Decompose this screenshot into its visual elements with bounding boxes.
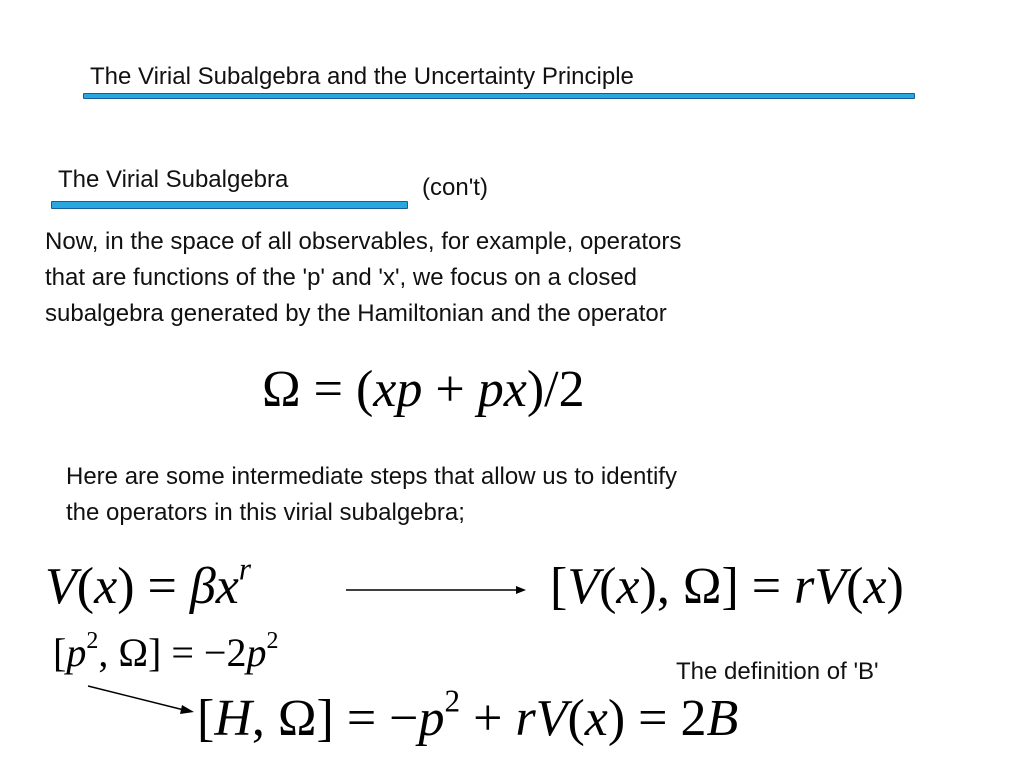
intro-line: Now, in the space of all observables, for example, operators bbox=[45, 228, 682, 255]
title-underline bbox=[83, 93, 915, 99]
implication-arrow bbox=[340, 580, 530, 600]
intro-line: subalgebra generated by the Hamiltonian and the operator bbox=[45, 300, 667, 327]
omega-definition-equation: Ω = (xp + px)/2 bbox=[262, 361, 585, 418]
slide-title: The Virial Subalgebra and the Uncertainty Principle bbox=[90, 63, 634, 90]
section-underline bbox=[51, 201, 408, 209]
potential-equation: $V(x) = \beta x^r$ bbox=[45, 551, 251, 615]
intro-line: that are functions of the 'p' and 'x', we focus on a closed bbox=[45, 264, 638, 291]
intro-paragraph bbox=[45, 224, 681, 332]
diagonal-arrow bbox=[80, 680, 200, 720]
hamiltonian-commutator-equation: [H, $\Omega] = -p^2 + rV(x) = 2B$ bbox=[197, 683, 739, 747]
v-omega-commutator-equation: [V(x), Ω] = rV(x) bbox=[550, 558, 904, 615]
section-heading: The Virial Subalgebra bbox=[58, 166, 289, 193]
definition-label: The definition of 'B' bbox=[676, 658, 879, 685]
steps-line: Here are some intermediate steps that allow us to identify bbox=[66, 463, 677, 490]
p-squared-commutator-equation: [$p^2$, $\Omega] = -2p^2$ bbox=[53, 628, 279, 675]
steps-line: the operators in this virial subalgebra; bbox=[66, 499, 465, 526]
section-heading-note: (con't) bbox=[422, 174, 488, 201]
steps-paragraph bbox=[66, 459, 677, 531]
